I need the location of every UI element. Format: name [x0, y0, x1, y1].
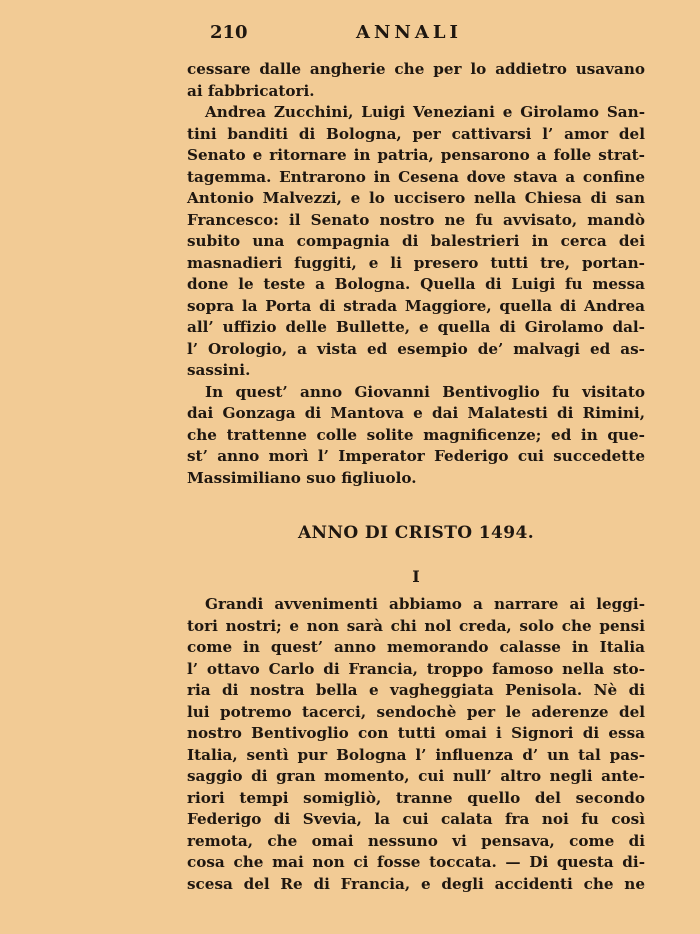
running-title: ANNALI [356, 22, 462, 43]
text-line: tini banditi di Bologna, per cattivarsi l’ amor del [187, 124, 645, 143]
text-line: sopra la Porta di strada Maggiore, quella di Andrea [187, 296, 645, 315]
text-line: nostro Bentivoglio con tutti omai i Signori di essa [187, 724, 645, 742]
text-line: Antonio Malvezzi, e lo uccisero nella Chiesa di san [187, 189, 645, 207]
text-line: st’ anno morì l’ Imperator Federigo cui succedette [187, 447, 645, 465]
running-head [210, 22, 650, 46]
text-line: Federigo di Svevia, la cui calata fra noi fu così [187, 810, 645, 828]
text-line: tagemma. Entrarono in Cesena dove stava a confine [187, 167, 645, 186]
text-line: riori tempi somigliò, tranne quello del secondo [187, 788, 645, 807]
text-line: In quest’ anno Giovanni Bentivoglio fu visitato [205, 382, 645, 401]
text-line: Massimiliano suo figliuolo. [187, 468, 417, 487]
text-line: dai Gonzaga di Mantova e dai Malatesti di Rimini, [187, 404, 645, 422]
text-line: all’ uffizio delle Bullette, e quella di Girolamo dal- [187, 318, 645, 336]
text-block-lower [187, 594, 645, 895]
text-line: che trattenne colle solite magnificenze; ed in que- [187, 425, 645, 444]
text-line: done le teste a Bologna. Quella di Luigi fu messa [187, 275, 645, 293]
text-line: come in quest’ anno memorando calasse in Italia [187, 638, 645, 656]
text-line: l’ Orologio, a vista ed esempio de’ malvagi ed as- [187, 339, 645, 358]
text-line: cessare dalle angherie che per lo addietro usavano [187, 60, 645, 78]
text-line: Senato e ritornare in patria, pensarono a folle strat- [187, 146, 645, 164]
text-line: subito una compagnia di balestrieri in cerca dei [187, 232, 645, 250]
text-line: Grandi avvenimenti abbiamo a narrare ai leggi- [205, 595, 645, 613]
text-line: ria di nostra bella e vagheggiata Penisola. Nè di [187, 681, 645, 699]
text-line: Italia, sentì pur Bologna l’ influenza d’ un tal pas- [187, 745, 645, 764]
text-line: remota, che omai nessuno vi pensava, come di [187, 831, 645, 850]
section-heading: ANNO DI CRISTO 1494. [297, 523, 535, 543]
text-line: Andrea Zucchini, Luigi Veneziani e Girolamo San- [205, 103, 645, 121]
text-block-upper [187, 59, 645, 489]
text-line: l’ ottavo Carlo di Francia, troppo famoso nella sto- [187, 659, 645, 678]
text-line: masnadieri fuggiti, e li presero tutti tre, portan- [187, 253, 645, 272]
text-line: scesa del Re di Francia, e degli accidenti che ne [187, 874, 645, 893]
section-number: I [412, 567, 420, 586]
page-number: 210 [210, 22, 248, 43]
text-line: Francesco: il Senato nostro ne fu avvisato, mandò [187, 210, 645, 229]
text-line: lui potremo tacerci, sendochè per le aderenze del [187, 702, 645, 721]
text-line: tori nostri; e non sarà chi nol creda, solo che pensi [187, 616, 645, 635]
text-line: sassini. [187, 361, 251, 379]
text-line: cosa che mai non ci fosse toccata. — Di questa di- [187, 853, 645, 871]
text-line: saggio di gran momento, cui null’ altro negli ante- [187, 767, 645, 785]
text-line: ai fabbricatori. [187, 81, 315, 100]
